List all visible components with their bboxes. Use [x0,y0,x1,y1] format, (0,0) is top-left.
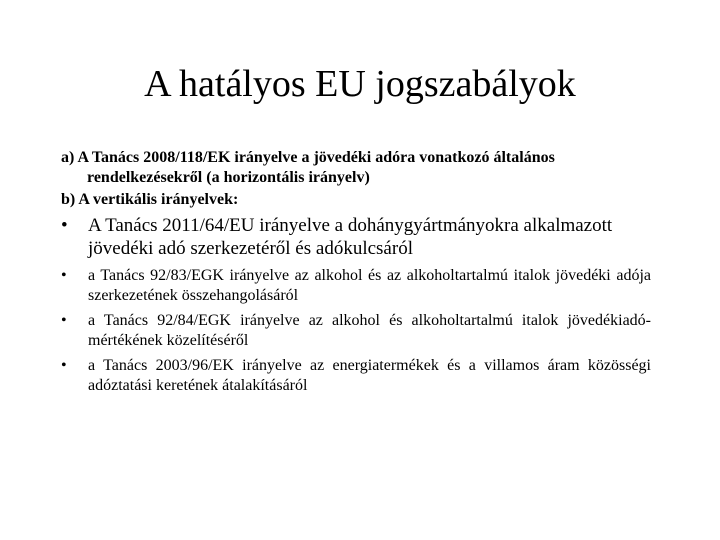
bullet-list [61,214,651,396]
bullet-text: a Tanács 92/83/EGK irányelve az alkohol és az alkoholtartalmú italok jövedéki adója szerkezetének összehangolásáról [88,267,651,304]
slide-content [61,148,651,401]
bullet-icon: • [61,215,68,236]
item-vertical-directives-heading: b) A vertikális irányelvek: [61,191,239,208]
bullet-text: A Tanács 2011/64/EU irányelve a dohánygyártmányokra alkalmazott jövedéki adó szerkezetéről és adókulcsáról [88,215,613,259]
bullet-item [61,356,651,396]
bullet-text: a Tanács 2003/96/EK irányelve az energiatermékek és a villamos áram közösségi adóztatási keretének átalakításáról [88,357,651,394]
bullet-icon: • [61,357,67,374]
bullet-icon: • [61,267,67,284]
bullet-icon: • [61,312,67,329]
bullet-item [61,214,651,260]
bullet-text: a Tanács 92/84/EGK irányelve az alkohol és alkoholtartalmú italok jövedékiadó-mértékének közelítéséről [88,312,651,349]
slide-title: A hatályos EU jogszabályok [144,63,576,105]
item-horizontal-directive: a) A Tanács 2008/118/EK irányelve a jövedéki adóra vonatkozó általános rendelkezésekről (a horizontális irányelv) [61,149,555,186]
bullet-item [61,311,651,351]
bullet-item [61,266,651,306]
